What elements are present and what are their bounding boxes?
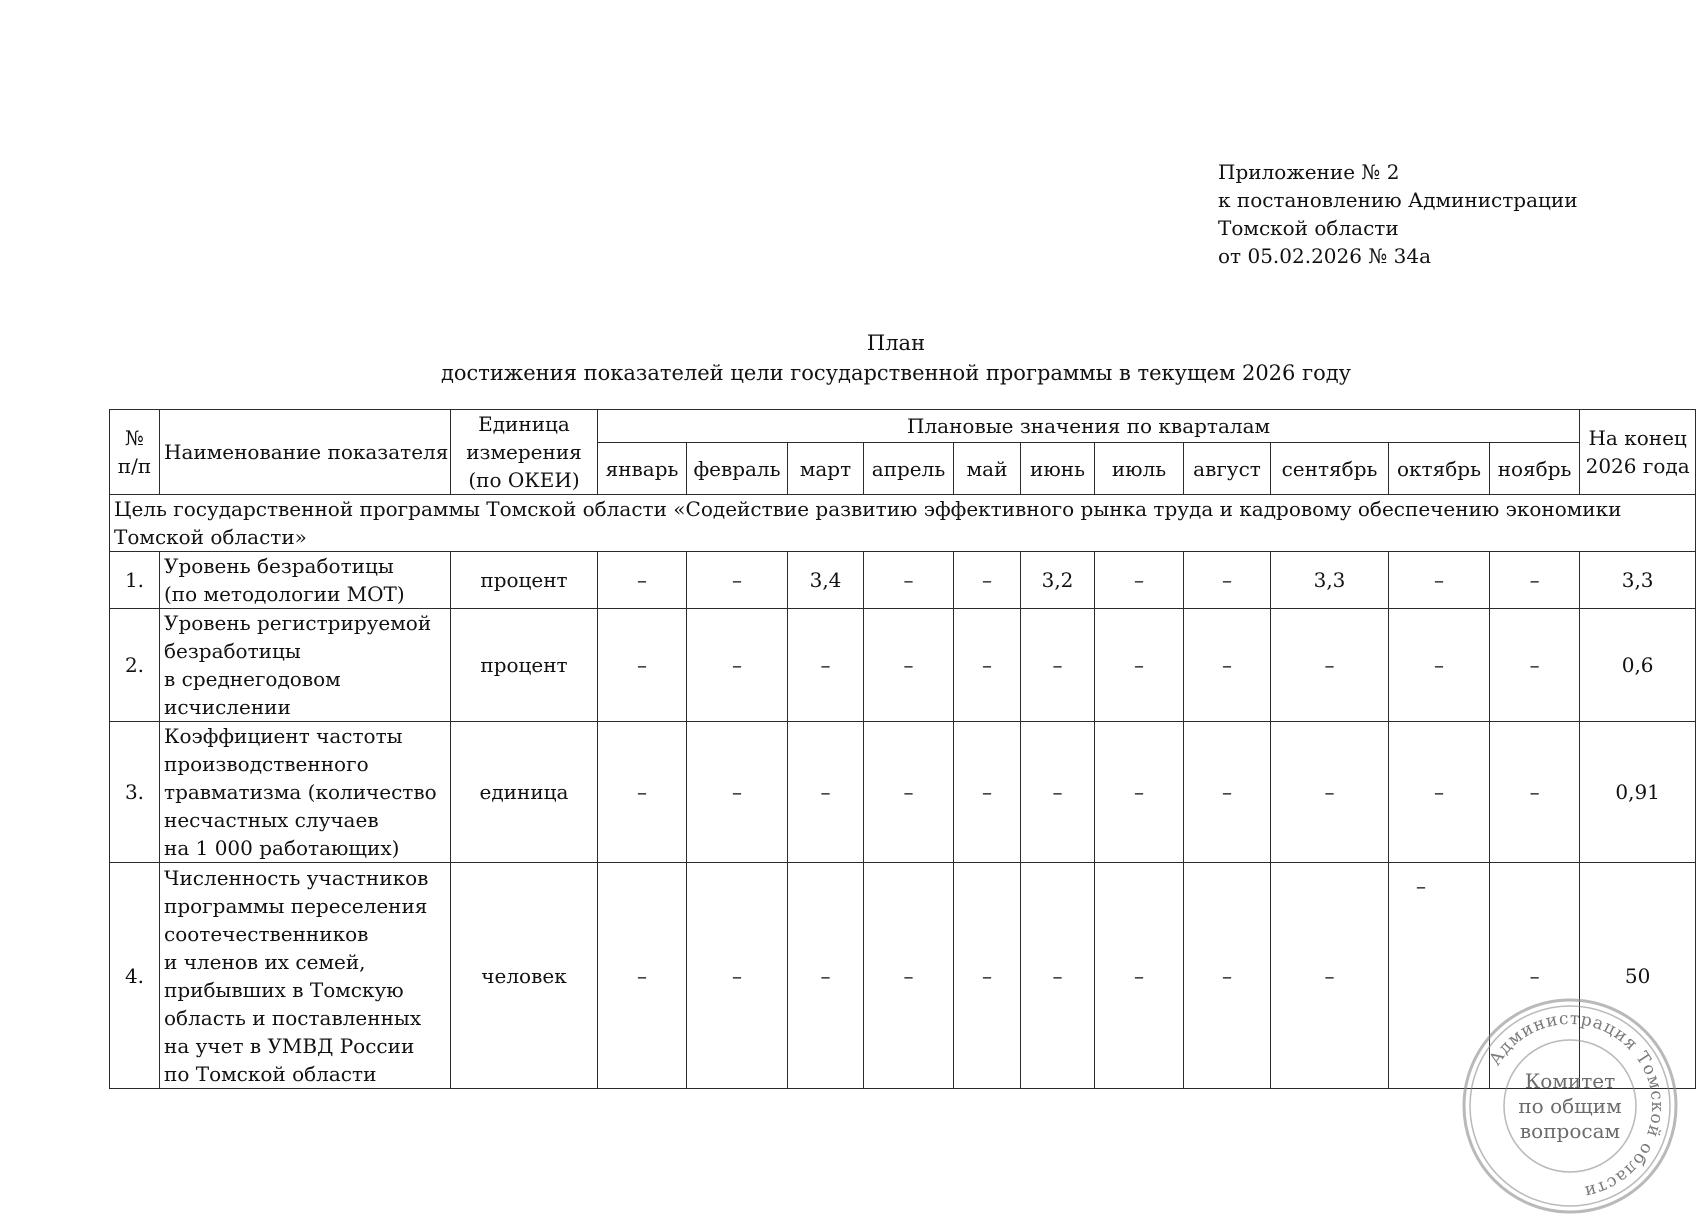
indicator-name-line: прибывших в Томскую [164,977,404,1002]
indicator-name-line: (по методологии МОТ) [164,582,405,606]
indicator-name-line: несчастных случаев [164,808,379,832]
month-value: – [1389,552,1490,609]
indicator-unit: процент [451,609,598,722]
header-month: май [954,443,1021,495]
header-unit [451,410,598,495]
indicator-name-line: Численность участников [164,865,429,890]
month-value: – [864,609,954,722]
indicator-name-line: на 1 000 работающих) [164,836,400,860]
indicator-name-line: Уровень регистрируемой [164,611,432,635]
header-month: январь [598,443,687,495]
month-value: – [1389,609,1490,722]
month-value: – [788,863,864,1089]
month-value: – [1095,609,1184,722]
indicator-name-line: производственного [164,752,369,776]
month-value: – [1021,722,1095,863]
title-line-2: достижения показателей цели государственной программы в текущем 2026 году [440,361,1352,385]
appendix-line-4: от 05.02.2026 № 34а [1218,244,1431,268]
month-value: – [954,863,1021,1089]
indicator-name-line: на учет в УМВД России [164,1033,415,1058]
end-of-year-value: 50 [1580,863,1696,1089]
header-month: апрель [864,443,954,495]
month-value: – [1095,552,1184,609]
goal-row [110,495,1696,552]
header-num-line: п/п [117,454,152,478]
indicator-name-line: и членов их семей, [164,949,366,974]
header-end [1580,410,1696,495]
row-number: 1. [110,552,160,609]
month-value: – [864,722,954,863]
header-end-line: На конец [1588,426,1687,450]
stamp-center-line: Комитет [1524,1069,1616,1093]
month-value: – [1021,609,1095,722]
table-row [110,609,1696,722]
month-value: – [687,722,788,863]
month-value: – [687,609,788,722]
table-row [110,552,1696,609]
month-value: – [598,609,687,722]
header-end-line: 2026 года [1585,454,1690,478]
indicator-name [160,863,451,1089]
month-value: 3,2 [1021,552,1095,609]
header-row-1 [110,410,1696,443]
header-unit-line: Единица [478,412,570,436]
month-value: – [1095,863,1184,1089]
indicator-unit: человек [451,863,598,1089]
month-value: – [598,863,687,1089]
header-unit-line: (по ОКЕИ) [468,468,580,492]
month-value: – [1184,609,1271,722]
header-unit-line: измерения [466,440,582,464]
month-value: – [1490,722,1580,863]
indicator-name [160,552,451,609]
month-value: – [1271,863,1389,1089]
header-month: март [788,443,864,495]
goal-cell: Цель государственной программы Томской области «Содействие развитию эффективного рынка труда и кадровому обеспечению экономики Томской области» [110,495,1696,552]
indicator-name-line: по Томской области [164,1061,377,1086]
month-value: – [864,863,954,1089]
indicator-name [160,609,451,722]
indicator-name-line: исчислении [164,695,291,719]
month-value: – [1271,722,1389,863]
end-of-year-value: 0,6 [1580,609,1696,722]
indicator-name-line: Коэффициент частоты [164,724,403,748]
month-value: – [788,722,864,863]
october-row4-dash: – [1416,874,1426,898]
appendix-line-3: Томской области [1218,216,1399,240]
month-value: 3,4 [788,552,864,609]
row-number: 3. [110,722,160,863]
month-value: – [1490,609,1580,722]
month-value: – [1184,722,1271,863]
header-name: Наименование показателя [160,410,451,495]
header-month: сентябрь [1271,443,1389,495]
month-value: – [1184,863,1271,1089]
header-planned: Плановые значения по кварталам [598,410,1580,443]
month-value: – [1490,863,1580,1089]
indicator-name-line: травматизма (количество [164,780,437,804]
title-line-1: План [866,331,926,355]
month-value: – [788,609,864,722]
header-month: октябрь [1389,443,1490,495]
indicators-table [109,409,1696,1089]
indicator-name-line: Уровень безработицы [164,554,394,578]
end-of-year-value: 0,91 [1580,722,1696,863]
indicator-name-line: область и поставленных [164,1005,422,1030]
indicator-unit: процент [451,552,598,609]
table-row [110,863,1696,1089]
month-value: – [954,722,1021,863]
stamp-ring-text: Администрация Томской области [1485,1008,1668,1202]
header-month: июнь [1021,443,1095,495]
appendix-block [1218,158,1578,270]
stamp-center-line: вопросам [1519,1119,1621,1143]
appendix-line-1: Приложение № 2 [1218,160,1400,184]
month-value: – [598,552,687,609]
month-value: – [864,552,954,609]
month-value: – [1490,552,1580,609]
month-value: – [1184,552,1271,609]
indicator-name-line: соотечественников [164,921,369,946]
row-number: 2. [110,609,160,722]
month-value [1389,863,1490,1089]
month-value: – [954,552,1021,609]
indicator-name-line: безработицы [164,639,301,663]
indicator-unit: единица [451,722,598,863]
indicator-name-line: программы переселения [164,893,428,918]
indicator-name [160,722,451,863]
header-month: август [1184,443,1271,495]
table-row [110,722,1696,863]
document-title [108,328,1684,388]
header-month: июль [1095,443,1184,495]
month-value: – [1271,609,1389,722]
header-month: ноябрь [1490,443,1580,495]
end-of-year-value: 3,3 [1580,552,1696,609]
month-value: – [687,552,788,609]
header-num-line: № [125,426,144,450]
month-value: 3,3 [1271,552,1389,609]
row-number: 4. [110,863,160,1089]
header-num [110,410,160,495]
month-value: – [1095,722,1184,863]
month-value: – [1021,863,1095,1089]
month-value: – [954,609,1021,722]
month-value: – [1389,722,1490,863]
stamp-center-line: по общим [1518,1094,1622,1118]
header-month: февраль [687,443,788,495]
month-value: – [598,722,687,863]
indicator-name-line: в среднегодовом [164,667,341,691]
appendix-line-2: к постановлению Администрации [1218,188,1578,212]
month-value: – [687,863,788,1089]
